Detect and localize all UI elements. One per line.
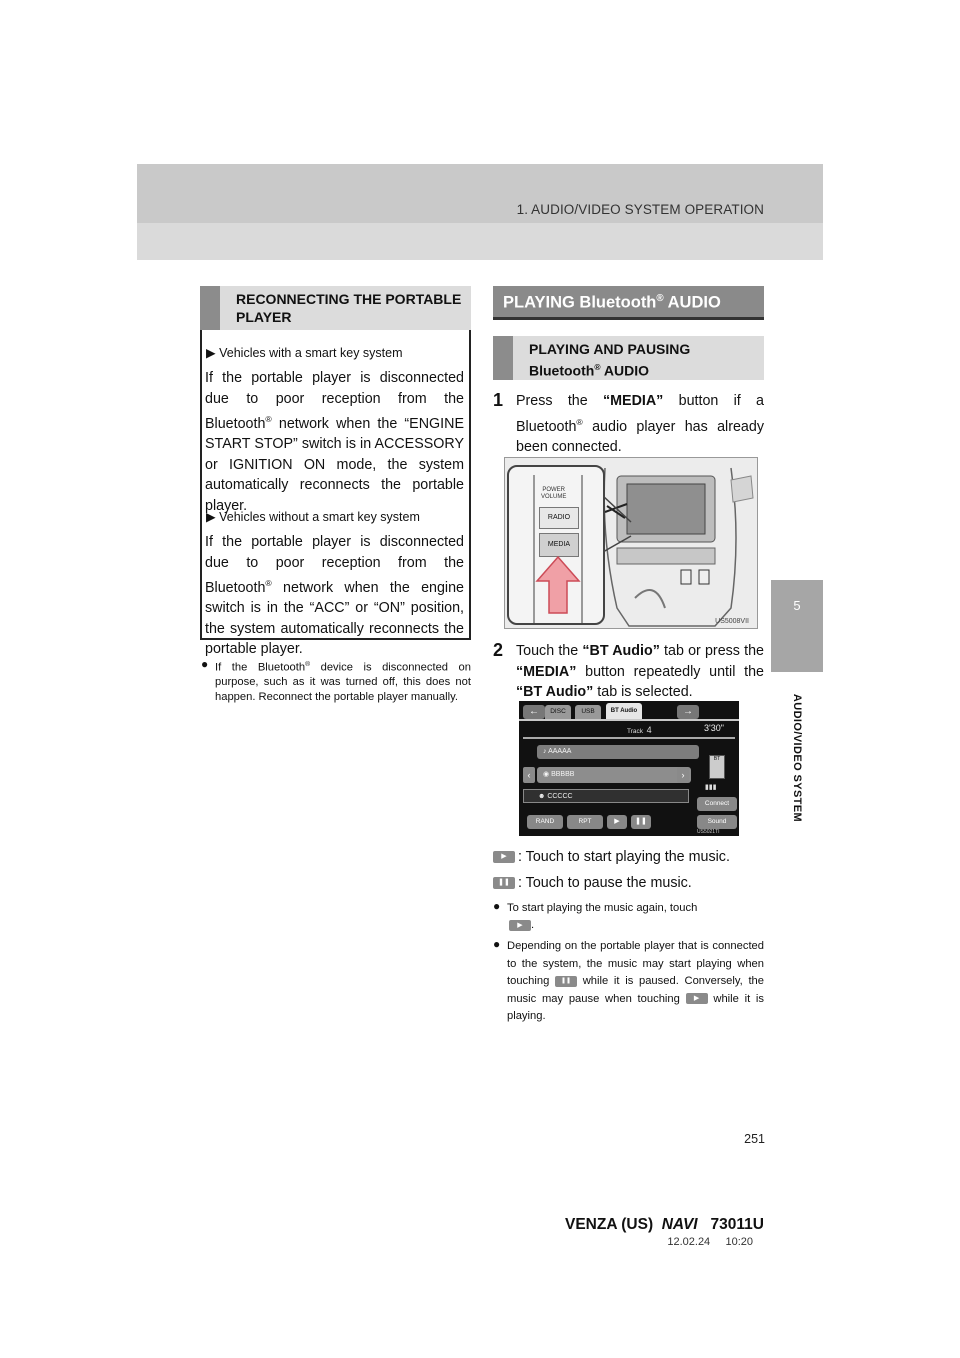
- bt-audio-screen: [519, 701, 739, 836]
- dashboard-illustration: [504, 457, 758, 629]
- chapter-label: [787, 683, 807, 833]
- tab-bt-audio[interactable]: BT Audio: [606, 703, 642, 719]
- pause-icon: ❚❚: [493, 877, 515, 889]
- signal-icon: ▮▮▮: [705, 784, 717, 791]
- no-smart-key-text: If the portable player is disconnected due to poor reception from the Bluetooth® network when the engine switch is in the “ACC” or “ON” position, the system automatically reconnects the portable player.: [205, 534, 464, 658]
- tab-disc[interactable]: DISC: [545, 705, 571, 719]
- chapter-number: 5: [793, 598, 801, 613]
- play-icon: ▶: [509, 920, 531, 931]
- pause-icon[interactable]: ❚❚: [631, 815, 651, 829]
- forward-arrow-icon[interactable]: →: [677, 705, 699, 719]
- model-line: VENZA (US) NAVI 73011U: [564, 1216, 764, 1233]
- play-time: 3'30": [704, 723, 724, 733]
- portable-player-note: Depending on the portable player that is connected to the system, the music may start playing when touching ❚❚ while it is paused. Conversely, the music may pause when touching ▶ while it is playing.: [507, 940, 765, 1022]
- reconnect-heading: RECONNECTING THE PORTABLE PLAYER: [200, 286, 471, 330]
- step-1-number: 1: [493, 390, 504, 410]
- connect-button[interactable]: Connect: [697, 797, 737, 811]
- previous-icon[interactable]: ‹: [523, 767, 535, 783]
- callout-lines: [603, 496, 633, 554]
- inset-control-panel: [507, 465, 605, 625]
- smart-key-label: ▶ Vehicles with a smart key system: [206, 346, 403, 360]
- pause-description: : Touch to pause the music.: [518, 875, 692, 891]
- next-icon[interactable]: ›: [677, 767, 689, 783]
- play-pause-heading: PLAYING AND PAUSING Bluetooth® AUDIO: [493, 336, 764, 380]
- restart-note: To start playing the music again, touch ▶ .: [507, 902, 698, 931]
- step-2-text: Touch the “BT Audio” tab or press the “MEDIA” button repeatedly until the “BT Audio” tab is selected.: [516, 643, 764, 700]
- chapter-tab: [771, 580, 823, 672]
- media-button-illustration: MEDIA: [539, 533, 579, 557]
- power-volume-label: POWER VOLUME: [541, 487, 567, 500]
- reconnect-note: If the Bluetooth® device is disconnected on purpose, such as it was turned off, this does not happen. Reconnect the portable player manually.: [215, 661, 471, 703]
- rand-button[interactable]: RAND: [527, 815, 563, 829]
- bt-indicator: BT: [709, 755, 725, 779]
- screen-code: US5021TI: [697, 829, 720, 835]
- album-item: ◉ BBBBB: [537, 767, 691, 783]
- back-arrow-icon[interactable]: ←: [523, 705, 545, 719]
- timestamp: 12.02.24 10:20: [667, 1236, 753, 1248]
- no-smart-key-label: ▶ Vehicles without a smart key system: [206, 510, 420, 524]
- play-icon: ▶: [686, 993, 708, 1004]
- track-label: Track 4: [627, 725, 652, 735]
- radio-button-illustration: RADIO: [539, 507, 579, 529]
- play-icon: ▶: [493, 851, 515, 863]
- play-description: : Touch to start playing the music.: [518, 849, 730, 865]
- tab-usb[interactable]: USB: [575, 705, 601, 719]
- bullet-dot-icon: ●: [201, 657, 209, 671]
- page-number: 251: [744, 1132, 765, 1146]
- step-2-number: 2: [493, 640, 504, 660]
- image-code: US5008VII: [715, 618, 749, 625]
- header-band-lower: [137, 223, 823, 260]
- bullet-dot-icon: ●: [493, 937, 501, 951]
- triangle-bullet-icon: ▶: [206, 510, 216, 524]
- track-item: ♪ AAAAA: [537, 745, 699, 759]
- play-icon[interactable]: ▶: [607, 815, 627, 829]
- bullet-dot-icon: ●: [493, 899, 501, 913]
- triangle-bullet-icon: ▶: [206, 346, 216, 360]
- section-title: 1. AUDIO/VIDEO SYSTEM OPERATION: [516, 202, 764, 217]
- up-arrow-icon: [533, 555, 583, 615]
- chapter-label-text: AUDIO/VIDEO SYSTEM: [791, 693, 803, 823]
- header-band: [137, 164, 823, 260]
- rpt-button[interactable]: RPT: [567, 815, 603, 829]
- smart-key-text: If the portable player is disconnected due to poor reception from the Bluetooth® network when the “ENGINE START STOP” switch is in ACCESSORY or IGNITION ON mode, the system automatically reconnects the portable player.: [205, 370, 464, 514]
- sound-button[interactable]: Sound: [697, 815, 737, 829]
- artist-item: ☻ CCCCC: [523, 789, 689, 803]
- pause-icon: ❚❚: [555, 976, 577, 987]
- step-1-text: Press the “MEDIA” button if a Bluetooth® audio player has already been connected.: [516, 393, 764, 455]
- playing-bt-audio-heading: PLAYING Bluetooth® AUDIO: [493, 286, 764, 320]
